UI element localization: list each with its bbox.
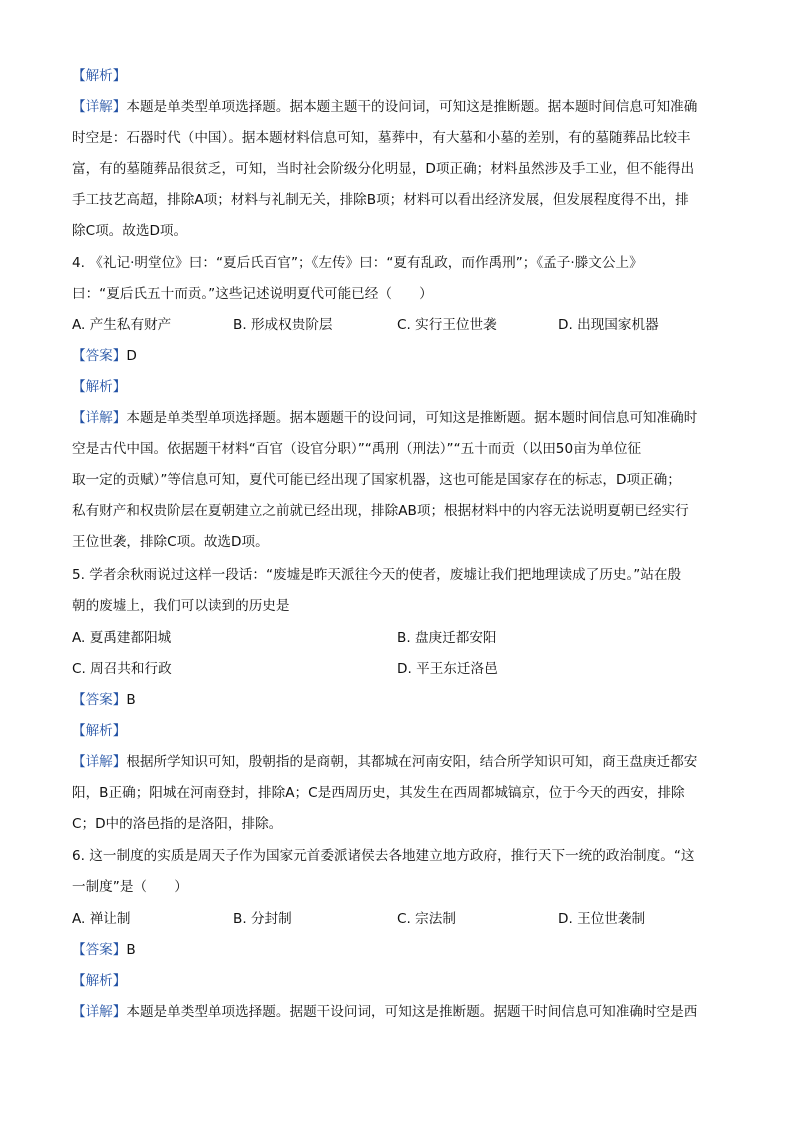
option-a: A. 禅让制 (72, 911, 131, 927)
answer-value: B (126, 942, 136, 958)
option-c: C. 周召共和行政 (72, 661, 172, 677)
detail-line (72, 752, 722, 772)
option-c: C. 实行王位世袭 (397, 317, 497, 333)
answer-label: 【答案】 (72, 348, 127, 364)
answer-label: 【答案】 (72, 692, 127, 708)
detail-line (72, 97, 722, 117)
answer-line (72, 346, 722, 366)
detail-line: 时空是：石器时代（中国）。据本题材料信息可知，墓葬中，有大墓和小墓的差别，有的墓随葬品比较丰 (72, 130, 691, 146)
option-d: D. 出现国家机器 (558, 317, 659, 333)
detail-label: 【详解】 (72, 1004, 127, 1020)
question-stem: 5. 学者余秋雨说过这样一段话：“废墟是昨天派往今天的使者，废墟让我们把地理读成了历史。”站在殷 (72, 567, 682, 583)
analysis-label: 【解析】 (72, 723, 127, 739)
detail-line: 取一定的贡赋）”等信息可知，夏代可能已经出现了国家机器，这也可能是国家存在的标志，D项正确； (72, 472, 681, 488)
option-a: A. 夏禹建都阳城 (72, 630, 172, 646)
detail-text: 本题是单类型单项选择题。据题干设问词，可知这是推断题。据题干时间信息可知准确时空是西 (126, 1004, 698, 1020)
answer-value: B (126, 692, 136, 708)
question-stem: 4. 《礼记·明堂位》曰：“夏后氏百官”；《左传》曰：“夏有乱政，而作禹刑”；《孟子·滕文公上》 (72, 255, 643, 271)
detail-label: 【详解】 (72, 754, 127, 770)
answer-value: D (126, 348, 137, 364)
analysis-label: 【解析】 (72, 973, 127, 989)
option-c: C. 宗法制 (397, 911, 456, 927)
answer-label: 【答案】 (72, 942, 127, 958)
question-stem: 朝的废墟上，我们可以读到的历史是 (72, 598, 290, 614)
detail-text: 本题是单类型单项选择题。据本题题干的设问词，可知这是推断题。据本题时间信息可知准确时 (126, 410, 698, 426)
detail-text: 本题是单类型单项选择题。据本题主题干的设问词，可知这是推断题。据本题时间信息可知准确 (126, 99, 698, 115)
option-d: D. 平王东迁洛邑 (397, 661, 498, 677)
question-stem: 曰：“夏后氏五十而贡。”这些记述说明夏代可能已经（ ） (72, 286, 433, 302)
option-b: B. 分封制 (233, 911, 292, 927)
question-stem: 6. 这一制度的实质是周天子作为国家元首委派诸侯去各地建立地方政府，推行天下一统的政治制度。“这 (72, 848, 695, 864)
detail-label: 【详解】 (72, 99, 127, 115)
detail-line (72, 408, 722, 428)
detail-line: 除C项。故选D项。 (72, 223, 188, 239)
option-b: B. 形成权贵阶层 (233, 317, 333, 333)
answer-line (72, 690, 722, 710)
detail-line: 王位世袭，排除C项。故选D项。 (72, 534, 269, 550)
detail-line: 私有财产和权贵阶层在夏朝建立之前就已经出现，排除AB项；根据材料中的内容无法说明夏朝已经实行 (72, 503, 689, 519)
detail-line: 手工技艺高超，排除A项；材料与礼制无关，排除B项；材料可以看出经济发展，但发展程度得不出，排 (72, 192, 689, 208)
detail-line: 阳，B正确；阳城在河南登封，排除A；C是西周历史，其发生在西周都城镐京，位于今天的西安，排除 (72, 785, 685, 801)
option-d: D. 王位世袭制 (558, 911, 646, 927)
detail-line: 空是古代中国。依据题干材料“百官（设官分职）”“禹刑（刑法）”“五十而贡（以田50亩为单位征 (72, 441, 642, 457)
detail-text: 根据所学知识可知，殷朝指的是商朝，其都城在河南安阳，结合所学知识可知，商王盘庚迁都安 (126, 754, 698, 770)
detail-label: 【详解】 (72, 410, 127, 426)
answer-line (72, 940, 722, 960)
analysis-label: 【解析】 (72, 68, 127, 84)
detail-line (72, 1002, 722, 1022)
option-a: A. 产生私有财产 (72, 317, 172, 333)
question-stem: 一制度”是（ ） (72, 879, 188, 895)
analysis-label: 【解析】 (72, 379, 127, 395)
option-b: B. 盘庚迁都安阳 (397, 630, 497, 646)
detail-line: C；D中的洛邑指的是洛阳，排除。 (72, 816, 283, 832)
detail-line: 富，有的墓随葬品很贫乏，可知，当时社会阶级分化明显，D项正确；材料虽然涉及手工业，但不能得出 (72, 161, 695, 177)
